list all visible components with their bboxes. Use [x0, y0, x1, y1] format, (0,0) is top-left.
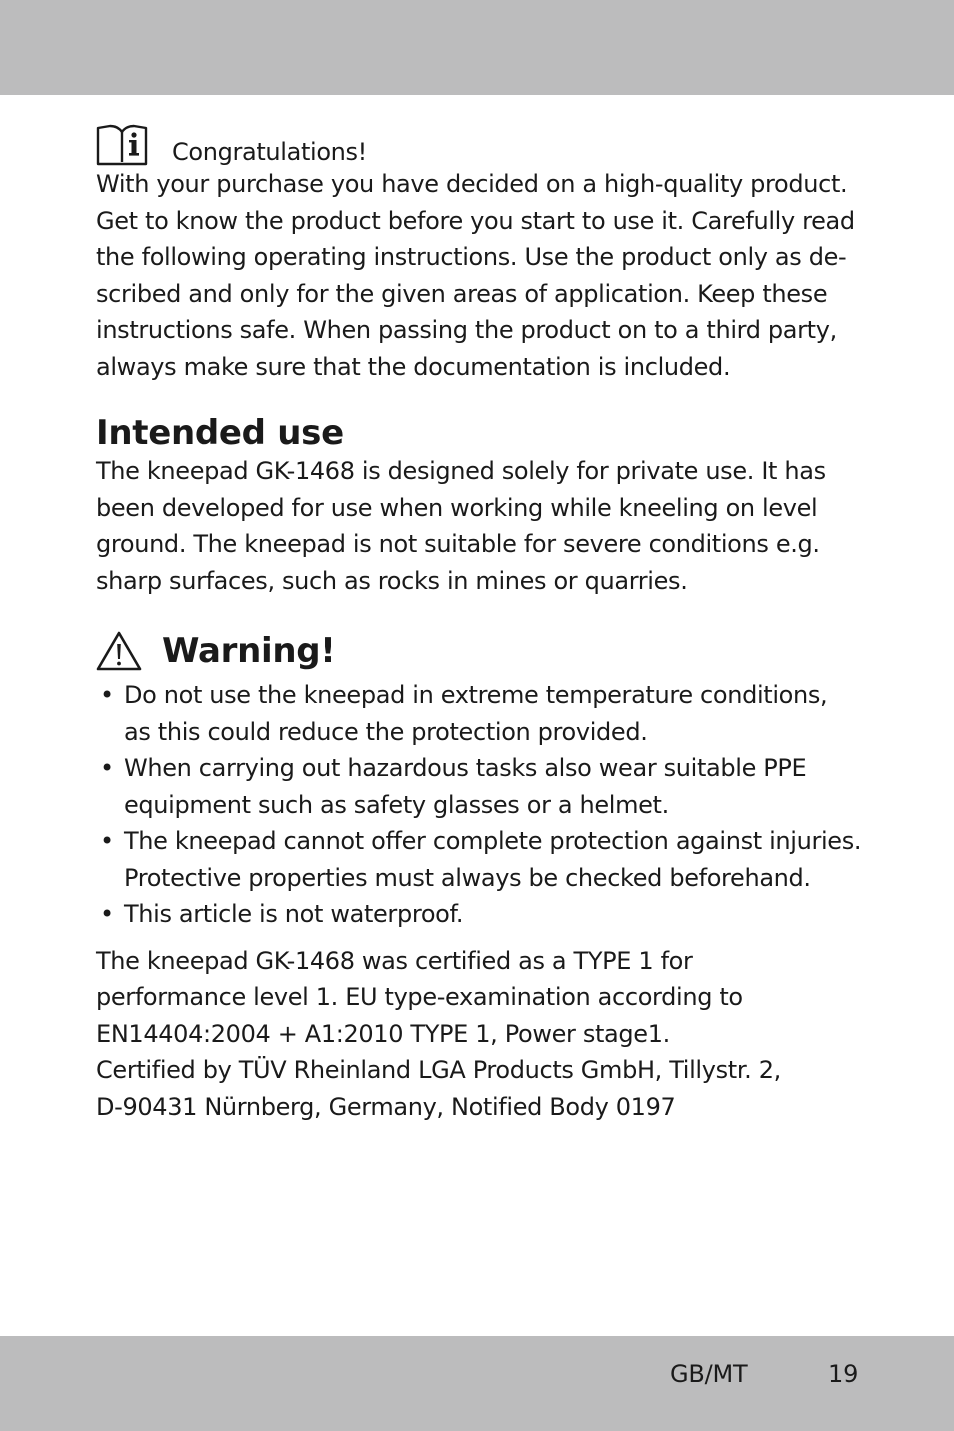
intro-heading-row — [96, 113, 876, 166]
page-content — [96, 113, 876, 1125]
intended-use-paragraph — [96, 453, 876, 599]
list-item — [96, 677, 876, 750]
certification-paragraph — [96, 943, 876, 1126]
certification-line: Certified by TÜV Rheinland LGA Products GmbH, Tillystr. 2, — [96, 1056, 781, 1084]
intro-line: With your purchase you have decided on a high-quality product. — [96, 170, 848, 198]
bullet-line: Protective properties must always be checked beforehand. — [124, 863, 811, 892]
bullet-icon: • — [100, 827, 114, 855]
bullet-line: as this could reduce the protection provided. — [124, 717, 648, 746]
footer-region-code: GB/MT — [670, 1360, 748, 1388]
intended-use-line: sharp surfaces, such as rocks in mines or quarries. — [96, 566, 688, 595]
warning-list — [96, 677, 876, 933]
bullet-line: The kneepad cannot offer complete protection against injuries. — [124, 827, 862, 855]
bullet-icon: • — [100, 754, 114, 782]
intro-paragraph — [96, 166, 876, 385]
intro-line: scribed and only for the given areas of application. Keep these — [96, 279, 828, 308]
bullet-icon: • — [100, 900, 114, 928]
bullet-line: This article is not waterproof. — [124, 900, 464, 928]
certification-line: EN14404:2004 + A1:2010 TYPE 1, Power stage1. — [96, 1019, 670, 1048]
intro-line: instructions safe. When passing the product on to a third party, — [96, 316, 837, 344]
intro-line: the following operating instructions. Use the product only as de- — [96, 243, 847, 271]
bullet-line: equipment such as safety glasses or a helmet. — [124, 790, 669, 819]
warning-heading-row — [96, 625, 876, 677]
bullet-line: When carrying out hazardous tasks also wear suitable PPE — [124, 754, 807, 782]
bullet-icon: • — [100, 681, 114, 709]
certification-line: performance level 1. EU type-examination according to — [96, 983, 743, 1011]
intro-line: always make sure that the documentation is included. — [96, 352, 731, 381]
certification-line: D-90431 Nürnberg, Germany, Notified Body 0197 — [96, 1092, 676, 1121]
certification-line: The kneepad GK-1468 was certified as a TYPE 1 for — [96, 946, 693, 975]
list-item — [96, 896, 876, 933]
intended-use-line: ground. The kneepad is not suitable for severe conditions e.g. — [96, 530, 820, 558]
info-book-icon — [96, 122, 148, 166]
intended-use-title: Intended use — [96, 413, 344, 453]
warning-triangle-icon — [96, 630, 142, 672]
intended-use-line: The kneepad GK-1468 is designed solely for private use. It has — [96, 457, 826, 485]
list-item — [96, 823, 876, 896]
bullet-line: Do not use the kneepad in extreme temperature conditions, — [124, 681, 828, 709]
warning-title: Warning! — [162, 631, 336, 671]
intended-use-line: been developed for use when working while kneeling on level — [96, 493, 818, 522]
bottom-footer-band — [0, 1336, 954, 1431]
congratulations-heading: Congratulations! — [172, 138, 367, 166]
intro-line: Get to know the product before you start to use it. Carefully read — [96, 206, 855, 235]
list-item — [96, 750, 876, 823]
page-number: 19 — [828, 1360, 859, 1388]
top-header-band — [0, 0, 954, 95]
